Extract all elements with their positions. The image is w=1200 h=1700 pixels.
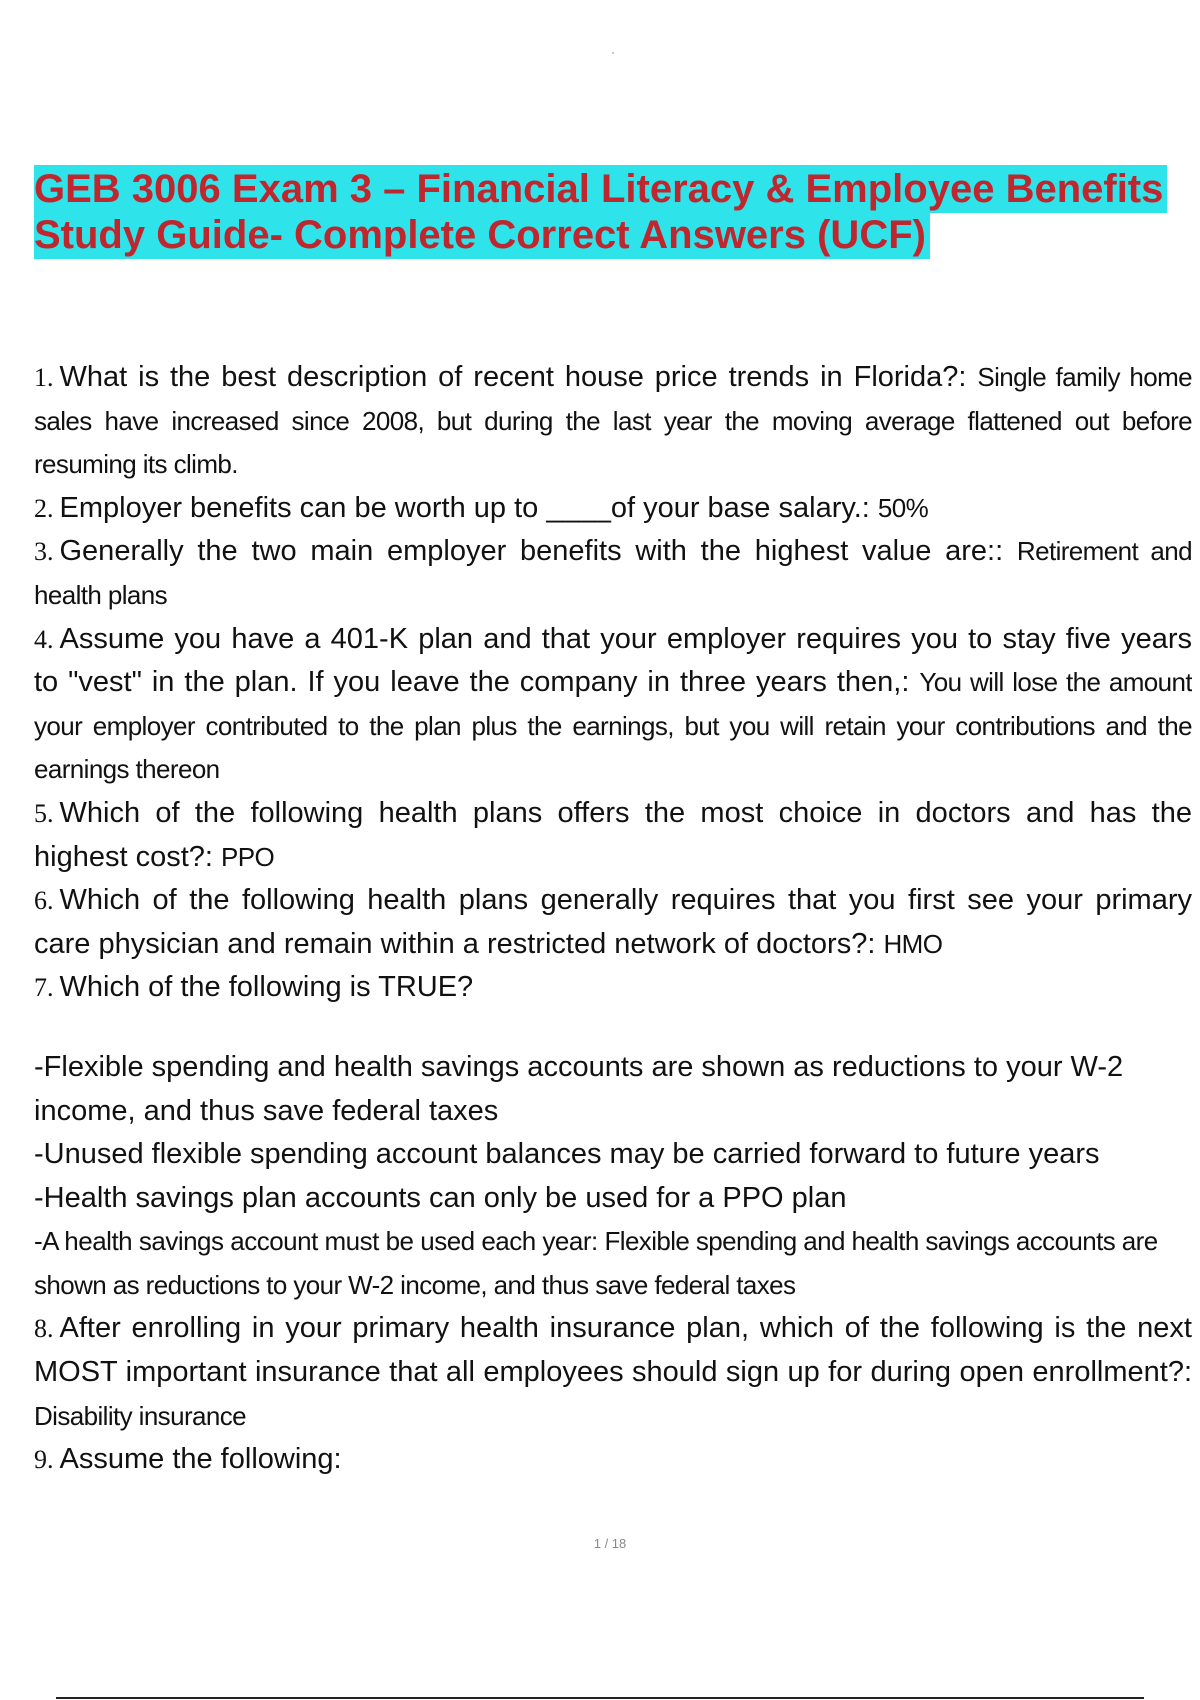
- question-text: Which of the following is TRUE?: [59, 971, 474, 1004]
- question-5: [34, 792, 1192, 879]
- question-number: 9.: [34, 1445, 54, 1475]
- study-guide-content: [34, 356, 1192, 1482]
- question-number: 7.: [34, 973, 54, 1003]
- question-6: [34, 879, 1192, 966]
- option-1: -Flexible spending and health savings accounts are shown as reductions to your W-2 income, and thus save federal taxes: [34, 1050, 1124, 1127]
- bottom-divider: [56, 1697, 1144, 1699]
- question-number: 3.: [34, 537, 54, 567]
- question-number: 5.: [34, 798, 54, 828]
- question-text: Which of the following health plans generally requires that you first see your primary care physician and remain within a restricted network of doctors?:: [34, 884, 1192, 960]
- page-dot: [612, 52, 614, 54]
- answer-text: Flexible spending and health savings accounts are shown as reductions to your W-2 income, and thus save federal taxes: [34, 1226, 1158, 1300]
- question-number: 4.: [34, 624, 54, 654]
- question-text: Generally the two main employer benefits with the highest value are::: [59, 535, 1004, 568]
- question-9: [34, 1438, 1192, 1482]
- answer-text: HMO: [883, 928, 943, 959]
- question-3: [34, 530, 1192, 617]
- question-text: What is the best description of recent house price trends in Florida?:: [59, 361, 967, 393]
- page-number: 1 / 18: [593, 1536, 627, 1551]
- question-text: Employer benefits can be worth up to ____of your base salary.:: [59, 491, 870, 524]
- question-8: [34, 1307, 1192, 1438]
- option-4-text: -A health savings account must be used each year:: [34, 1226, 598, 1257]
- question-7-options: [34, 1046, 1192, 1308]
- question-number: 8.: [34, 1314, 54, 1344]
- title-line-2: Study Guide- Complete Correct Answers (UCF): [34, 211, 930, 259]
- answer-text: Single family home sales have increased since 2008, but during the last year the moving average flattened out before resuming its climb.: [34, 362, 1192, 480]
- question-number: 1.: [34, 363, 54, 392]
- question-2: [34, 487, 1192, 531]
- answer-text: 50%: [877, 492, 929, 523]
- question-text: Which of the following health plans offers the most choice in doctors and has the highest cost?:: [34, 796, 1192, 873]
- question-text: Assume you have a 401-K plan and that your employer requires you to stay five years to "vest" in the plan. If you leave the company in three years then,:: [34, 622, 1192, 699]
- option-3: -Health savings plan accounts can only be used for a PPO plan: [34, 1181, 847, 1214]
- question-4: [34, 618, 1192, 792]
- question-1: [34, 356, 1192, 487]
- question-text: Assume the following:: [59, 1443, 342, 1476]
- option-2: -Unused flexible spending account balances may be carried forward to future years: [34, 1138, 1100, 1171]
- answer-text: Retirement and health plans: [34, 536, 1192, 610]
- title-line-1: GEB 3006 Exam 3 – Financial Literacy & Employee Benefits: [34, 165, 1167, 213]
- document-title: [34, 166, 1200, 258]
- answer-text: PPO: [221, 841, 275, 872]
- question-text: After enrolling in your primary health insurance plan, which of the following is the next MOST important insurance that all employees should sign up for during open enrollment?:: [34, 1312, 1192, 1389]
- answer-text: Disability insurance: [34, 1400, 246, 1431]
- question-number: 6.: [34, 886, 54, 916]
- question-number: 2.: [34, 493, 54, 523]
- answer-text: You will lose the amount your employer contributed to the plan plus the earnings, but you will retain your contributions and the earnings thereon: [34, 667, 1192, 785]
- question-7: [34, 966, 1192, 1010]
- option-4: [34, 1220, 1192, 1307]
